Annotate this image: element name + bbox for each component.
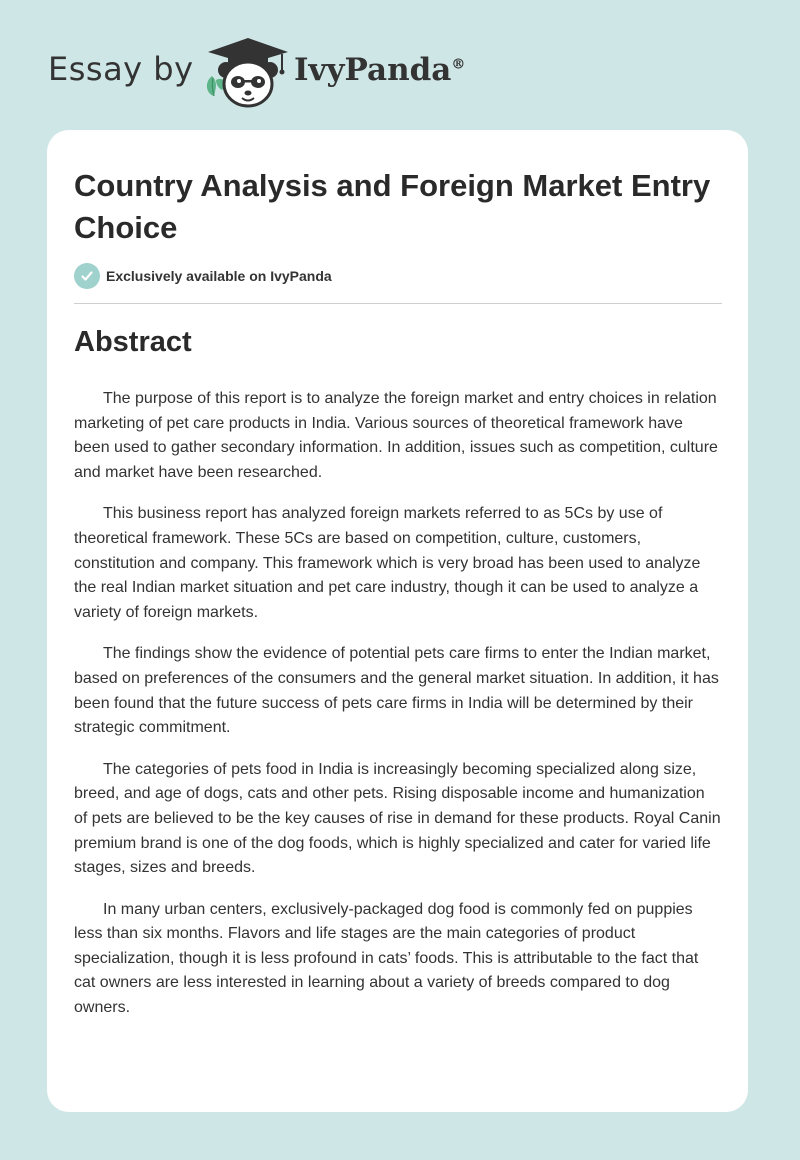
panda-logo-icon[interactable]: [202, 36, 294, 110]
paragraph: In many urban centers, exclusively-packaged dog food is commonly fed on puppies less than six months. Flavors and life stages are the main categories of product specialization, though it is less profound in cats’ foods. This is attributable to the fact that cat owners are less interested in learning about a variety of breeds compared to dog owners.: [74, 900, 699, 1017]
exclusive-label: Exclusively available on IvyPanda: [106, 268, 332, 284]
registered-mark: ®: [451, 56, 466, 73]
paragraph: The findings show the evidence of potential pets care firms to enter the Indian market, based on preferences of the consumers and the general market situation. In addition, it has been found that the future success of pets care firms in India will be determined by their strategic commitment.: [74, 645, 719, 737]
paragraph: The purpose of this report is to analyze the foreign market and entry choices in relation marketing of pet care products in India. Various sources of theoretical framework have been used to gather secondary information. In addition, issues such as competition, culture and market have been researched.: [74, 390, 718, 481]
article-title: Country Analysis and Foreign Market Entry Choice: [74, 168, 711, 245]
exclusive-badge: [74, 263, 332, 289]
divider: [74, 303, 722, 304]
paragraph: This business report has analyzed foreign markets referred to as 5Cs by use of theoretical framework. These 5Cs are based on competition, culture, customers, constitution and company. This framework which is very broad has been used to analyze the real Indian market situation and pet care industry, though it can be used to analyze a variety of foreign markets.: [74, 505, 701, 621]
site-header: [0, 0, 800, 120]
brand-name[interactable]: [294, 52, 465, 88]
paragraph: The categories of pets food in India is increasingly becoming specialized along size, breed, and age of dogs, cats and other pets. Rising disposable income and humanization of pets are believed to be the key causes of rise in demand for these products. Royal Canin premium brand is one of the dog foods, which is highly specialized and cater for varied life stages, sizes and breeds.: [74, 760, 721, 877]
essay-by-label: Essay by: [48, 50, 194, 88]
check-circle-icon: [74, 263, 100, 289]
brand-name-text: IvyPanda: [294, 52, 452, 88]
section-heading: Abstract: [74, 326, 192, 358]
article-card: [47, 130, 748, 1112]
article-body: [74, 387, 722, 1038]
